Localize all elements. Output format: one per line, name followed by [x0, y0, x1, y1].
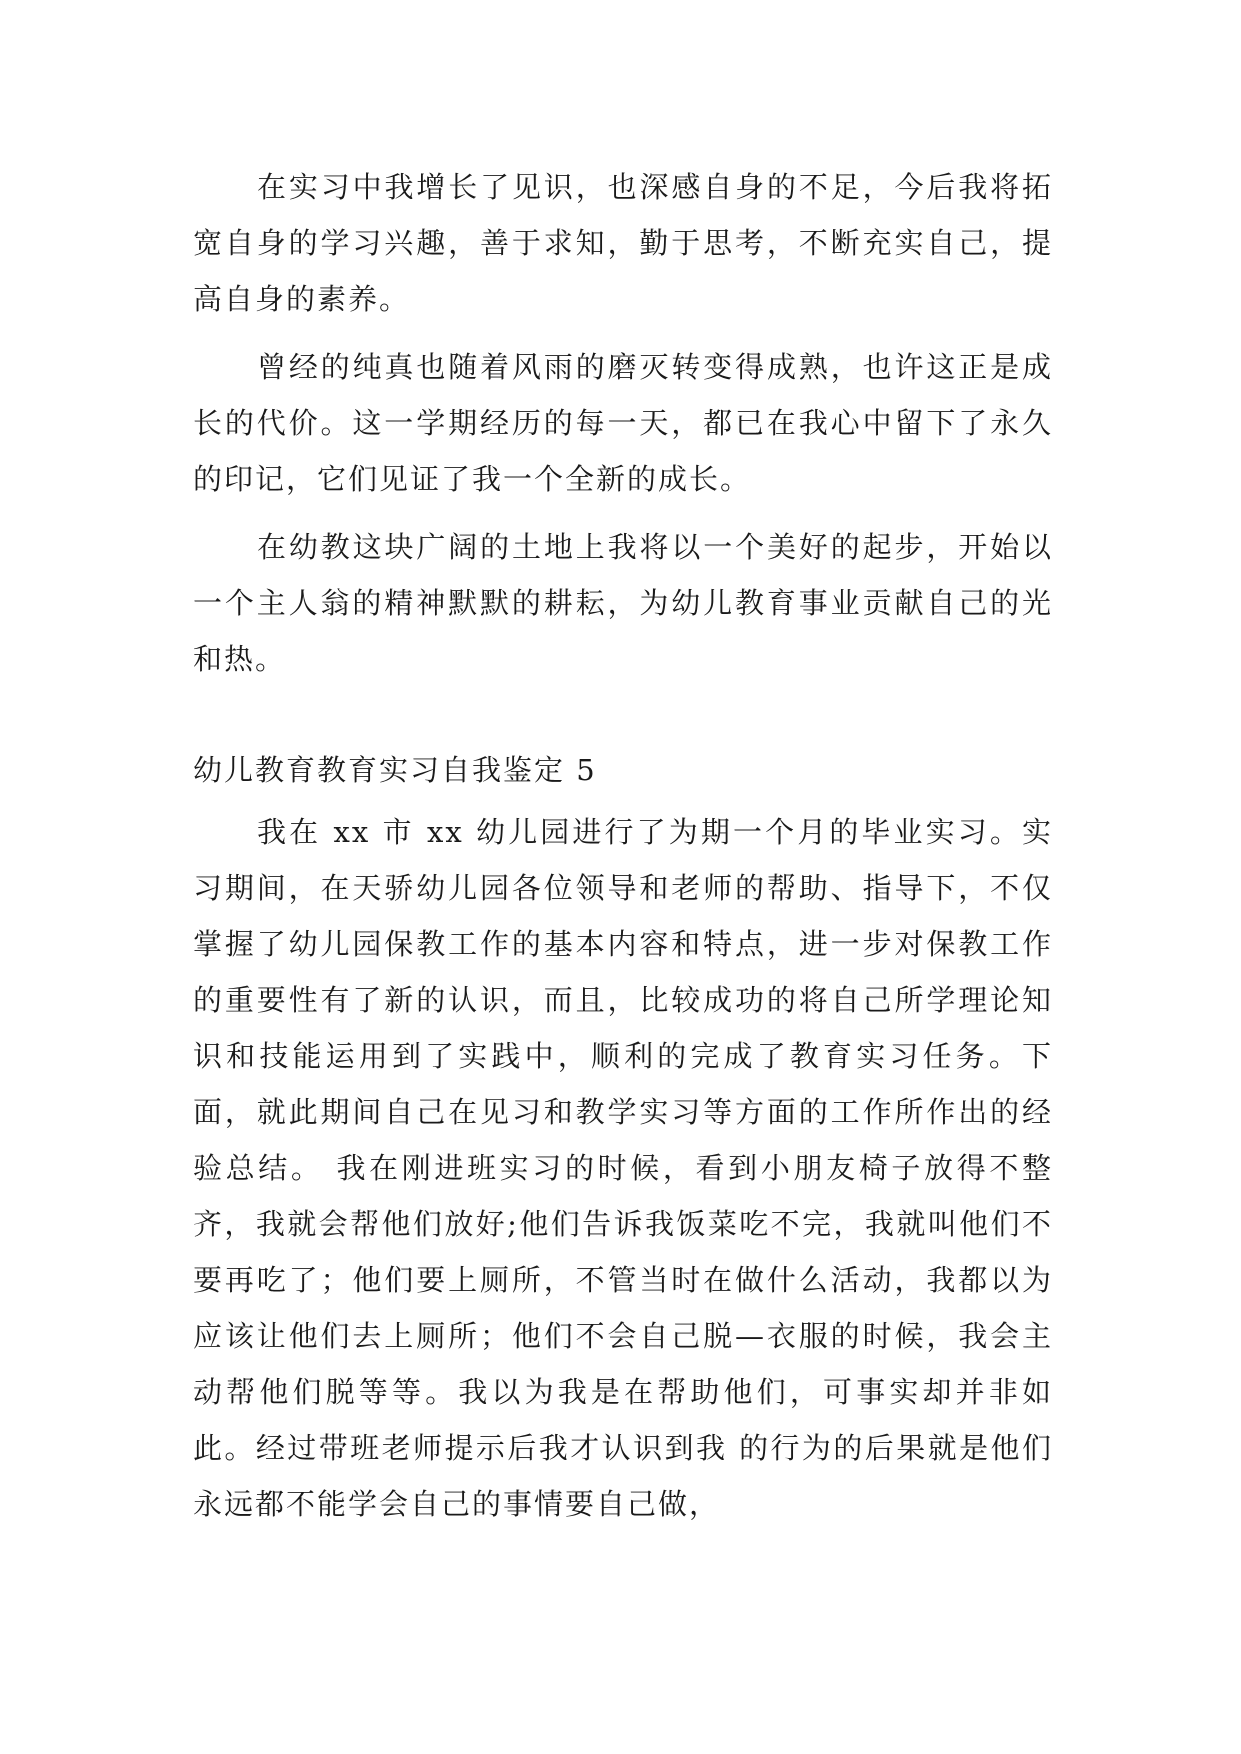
paragraph-1: 在实习中我增长了见识，也深感自身的不足，今后我将拓宽自身的学习兴趣，善于求知，勤于思考，不断充实自己，提高自身的素养。 — [193, 170, 1053, 316]
paragraph-2: 曾经的纯真也随着风雨的磨灭转变得成熟，也许这正是成长的代价。这一学期经历的每一天，都已在我心中留下了永久的印记，它们见证了我一个全新的成长。 — [193, 350, 1053, 496]
section-heading: 幼儿教育教育实习自我鉴定 5 — [193, 753, 597, 787]
document-body — [193, 159, 1053, 1532]
paragraph-3: 在幼教这块广阔的土地上我将以一个美好的起步，开始以一个主人翁的精神默默的耕耘，为幼儿教育事业贡献自己的光和热。 — [193, 530, 1053, 676]
section-paragraph: 我在 xx 市 xx 幼儿园进行了为期一个月的毕业实习。实习期间，在天骄幼儿园各位领导和老师的帮助、指导下，不仅掌握了幼儿园保教工作的基本内容和特点，进一步对保教工作的重要性有了新的认识，而且，比较成功的将自己所学理论知识和技能运用到了实践中，顺利的完成了教育实习任务。下面，就此期间自己在见习和教学实习等方面的工作所作出的经验总结。 我在刚进班实习的时候，看到小朋友椅子放得不整齐，我就会帮他们放好;他们告诉我饭菜吃不完，我就叫他们不要再吃了；他们要上厕所，不管当时在做什么活动，我都以为应该让他们去上厕所；他们不会自己脱—衣服的时候，我会主动帮他们脱等等。我以为我是在帮助他们，可事实却并非如此。经过带班老师提示后我才认识到我 的行为的后果就是他们永远都不能学会自己的事情要自己做， — [193, 815, 1053, 1521]
